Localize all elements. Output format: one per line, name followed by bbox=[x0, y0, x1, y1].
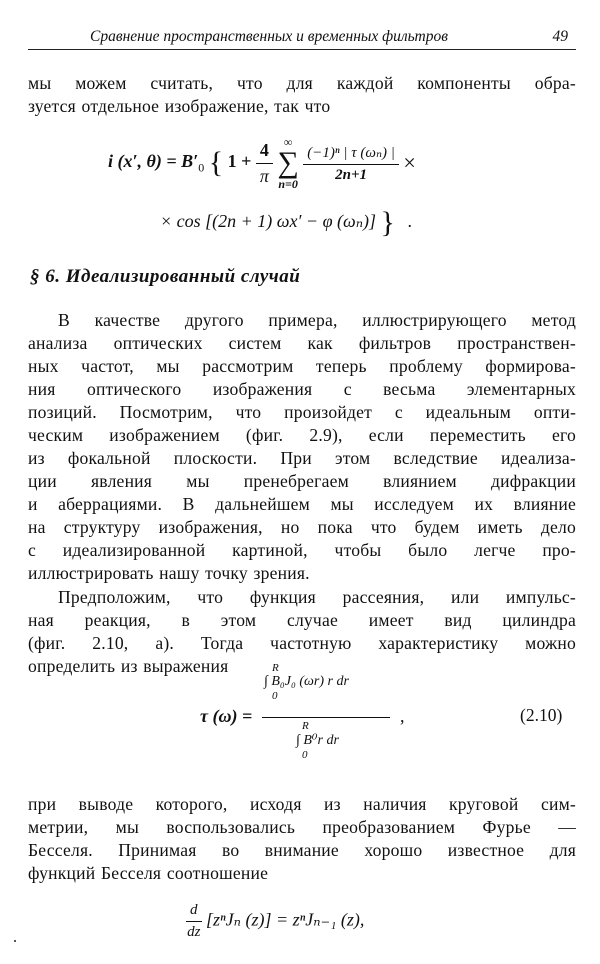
text-line: функций Бесселя соотношение bbox=[28, 863, 269, 883]
num-integral: ∫ bbox=[264, 674, 268, 689]
text-line: мы можем считать, что для каждой компоненты обра- bbox=[28, 73, 576, 93]
formula-lhs-sub: 0 bbox=[198, 160, 205, 175]
sum-bottom: n=0 bbox=[278, 177, 298, 191]
coef-fraction bbox=[256, 140, 273, 187]
text-line: с идеализированной картиной, чтобы было легче про- bbox=[28, 540, 576, 560]
page-number: 49 bbox=[552, 28, 568, 45]
text-line: на структуру изображения, но пока что будем иметь дело bbox=[28, 517, 576, 537]
formula-3 bbox=[186, 902, 364, 941]
text-line: ческим изображением (фиг. 2.9), если переместить его bbox=[28, 425, 576, 445]
coef-num: 4 bbox=[256, 140, 273, 164]
text-line: ных частот, мы рассмотрим теперь проблему формирова- bbox=[28, 356, 576, 376]
text-line: определить из выражения bbox=[28, 656, 229, 676]
series-den: 2n+1 bbox=[335, 166, 368, 183]
deriv-den: dz bbox=[187, 924, 201, 940]
den-lower-limit: 0 bbox=[302, 749, 308, 761]
sum-symbol: ∑ bbox=[277, 146, 299, 179]
intro-paragraph bbox=[28, 72, 576, 118]
text-line: зуется отдельное изображение, так что bbox=[28, 96, 331, 116]
right-brace: } bbox=[380, 206, 395, 239]
running-title: Сравнение пространственных и временных фильтров bbox=[90, 28, 448, 45]
text-line: иллюстрировать нашу точку зрения. bbox=[28, 563, 310, 583]
deriv-num: d bbox=[186, 902, 202, 922]
formula-1-line-1 bbox=[108, 136, 416, 190]
num-body: B₀J₀ (ωr) r dr bbox=[271, 674, 349, 689]
text-line: В качестве другого примера, иллюстрирующего метод bbox=[58, 310, 576, 330]
den-upper-limit: R bbox=[302, 720, 309, 732]
text-line: (фиг. 2.10, а). Тогда частотную характеристику можно bbox=[28, 633, 576, 653]
text-line: Бесселя. Принимая во внимание хорошо известное для bbox=[28, 840, 576, 860]
num-lower-limit: 0 bbox=[272, 690, 278, 702]
num-upper-limit: R bbox=[272, 662, 279, 674]
text-line: ная реакция, в этом случае имеет вид цилиндра bbox=[28, 610, 576, 630]
series-fraction bbox=[303, 143, 399, 184]
formula-lhs: i (x′, θ) = B′ bbox=[108, 151, 199, 172]
den-body: B⁰r dr bbox=[303, 733, 339, 748]
running-header bbox=[28, 26, 576, 50]
section-heading: § 6. Идеализированный случай bbox=[30, 266, 301, 287]
formula-cos-term: × cos [(2n + 1) ωx′ − φ (ωₙ)] bbox=[160, 211, 377, 232]
equation-number: (2.10) bbox=[520, 705, 563, 725]
text-line: ния оптического изображения с весьма элементарных bbox=[28, 379, 576, 399]
formula-1-line-2 bbox=[160, 206, 412, 240]
text-line: метрии, мы воспользовались преобразованием Фурье — bbox=[28, 817, 576, 837]
sum-top: ∞ bbox=[283, 135, 293, 149]
summation bbox=[277, 136, 298, 190]
coef-den: π bbox=[259, 165, 269, 186]
text-line: и аберрациями. В дальнейшем мы исследуем их влияние bbox=[28, 494, 576, 514]
numerator bbox=[264, 662, 394, 702]
derivative-fraction bbox=[186, 902, 202, 941]
text-line: позиций. Посмотрим, что произойдет с идеальным опти- bbox=[28, 402, 576, 422]
fraction-bar bbox=[262, 717, 390, 718]
text-line: при выводе которого, исходя из наличия круговой сим- bbox=[28, 794, 576, 814]
formula-one: 1 + bbox=[227, 151, 252, 172]
text-line: ции явления мы пренебрегаем влиянием дифракции bbox=[28, 471, 576, 491]
left-brace: { bbox=[208, 146, 224, 179]
times-sign: × bbox=[403, 150, 416, 175]
formula-comma: , bbox=[400, 706, 405, 726]
series-num: (−1)ⁿ | τ (ωₙ) | bbox=[303, 143, 399, 165]
tau-lhs: τ (ω) = bbox=[200, 706, 253, 726]
paragraph-3 bbox=[28, 793, 576, 885]
den-integral: ∫ bbox=[296, 733, 300, 748]
denominator bbox=[296, 720, 339, 761]
bessel-relation: [zⁿJₙ (z)] = zⁿJₙ₋₁ (z), bbox=[206, 909, 365, 930]
text-line: анализа оптических систем как фильтров пространствен- bbox=[28, 333, 576, 353]
text-line: из фокальной плоскости. При этом вследствие идеализа- bbox=[28, 448, 576, 468]
page-speck bbox=[14, 940, 16, 942]
text-line: Предположим, что функция рассеяния, или импульс- bbox=[58, 587, 576, 607]
formula-end: . bbox=[407, 211, 412, 232]
paragraph-1 bbox=[28, 309, 576, 585]
